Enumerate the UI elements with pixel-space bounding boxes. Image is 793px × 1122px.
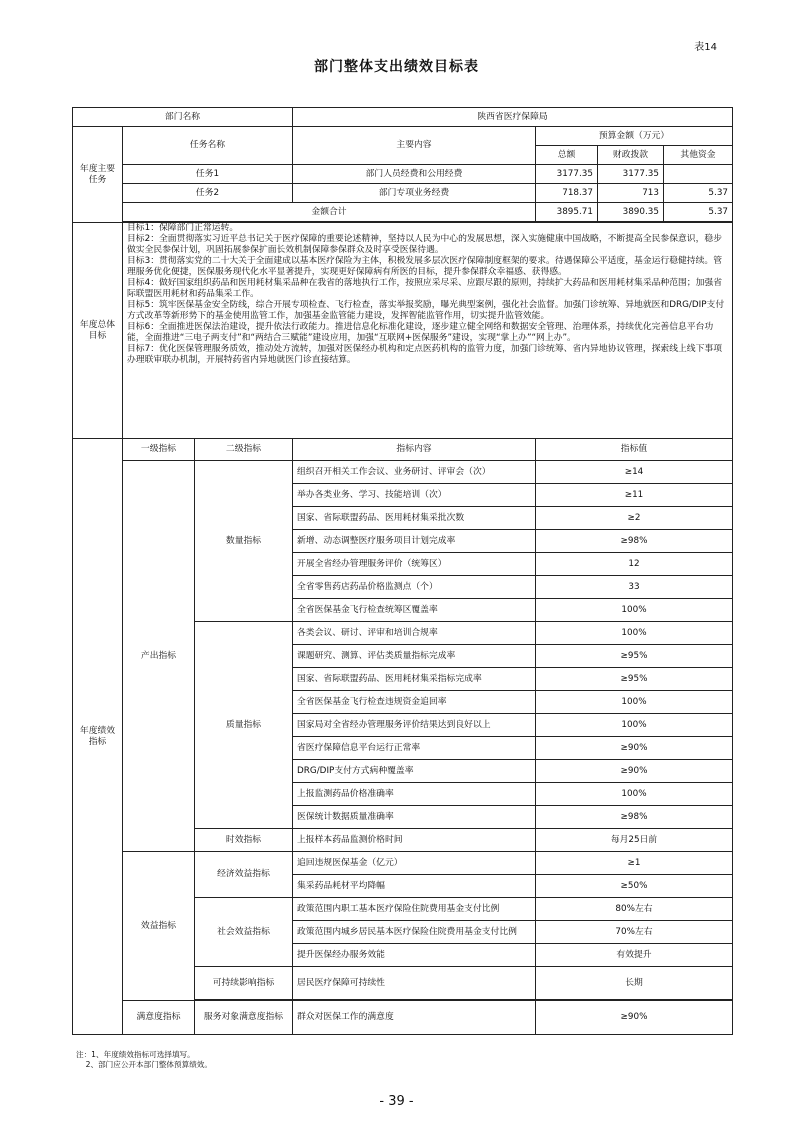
indicator-value: 70%左右	[536, 921, 733, 944]
indicator-content: 群众对医保工作的满意度	[293, 1001, 536, 1035]
task-col-name: 任务名称	[123, 127, 293, 165]
indicator-value: ≥98%	[536, 530, 733, 553]
indicator-row	[73, 461, 733, 484]
task-row	[73, 165, 733, 184]
task-fiscal: 713	[598, 184, 664, 203]
indicator-row	[73, 1001, 733, 1035]
indicator-section-label: 年度绩效指标	[73, 439, 123, 1035]
indicator-col-lv2: 二级指标	[195, 439, 293, 461]
indicator-lv2: 社会效益指标	[195, 898, 293, 967]
task-col-fiscal: 财政拨款	[598, 146, 664, 165]
indicator-lv2: 经济效益指标	[195, 852, 293, 898]
task-other	[664, 165, 733, 184]
task-content: 部门人员经费和公用经费	[293, 165, 536, 184]
indicator-value: 100%	[536, 714, 733, 737]
task-total: 3177.35	[536, 165, 598, 184]
task-sum-row	[73, 203, 733, 222]
indicator-col-content: 指标内容	[293, 439, 536, 461]
indicator-content: 组织召开相关工作会议、业务研讨、评审会（次）	[293, 461, 536, 484]
indicator-content: DRG/DIP支付方式病种覆盖率	[293, 760, 536, 783]
indicator-content: 国家、省际联盟药品、医用耗材集采指标完成率	[293, 668, 536, 691]
goal-item: 目标6：全面推进医保法治建设，提升依法行政能力。推进信息化标准化建设，逐步建立健全网络和数据安全管理、治理体系，持续优化完善信息平台功能，全面推进“三电子两支付”和“两结合三赋能”建设应用，加强“互联网+医保服务”建设，实现“掌上办”“网上办”。	[127, 322, 714, 343]
indicator-value: ≥2	[536, 507, 733, 530]
dept-value: 陕西省医疗保障局	[293, 108, 733, 127]
indicator-row	[73, 852, 733, 875]
indicator-lv1: 满意度指标	[123, 1001, 195, 1035]
task-col-other: 其他资金	[664, 146, 733, 165]
indicator-lv2: 时效指标	[195, 829, 293, 852]
indicator-value: 每月25日前	[536, 829, 733, 852]
indicator-content: 医保统计数据质量准确率	[293, 806, 536, 829]
indicator-content: 新增、动态调整医疗服务项目计划完成率	[293, 530, 536, 553]
dept-row	[73, 108, 733, 127]
indicator-value: 有效提升	[536, 944, 733, 967]
indicator-lv2: 数量指标	[195, 461, 293, 622]
goals-section-label: 年度总体目标	[73, 223, 123, 439]
indicator-col-value: 指标值	[536, 439, 733, 461]
indicator-lv1: 效益指标	[123, 852, 195, 1001]
indicator-value: ≥90%	[536, 760, 733, 783]
indicator-content: 全省零售药店药品价格监测点（个）	[293, 576, 536, 599]
task-name: 任务1	[123, 165, 293, 184]
indicator-value: 80%左右	[536, 898, 733, 921]
indicator-content: 省医疗保障信息平台运行正常率	[293, 737, 536, 760]
indicator-value: ≥90%	[536, 1001, 733, 1035]
indicator-value: ≥1	[536, 852, 733, 875]
task-sum-other: 5.37	[664, 203, 733, 222]
task-section-label: 年度主要任务	[73, 127, 123, 223]
task-col-budget: 预算金额（万元）	[536, 127, 733, 146]
task-other: 5.37	[664, 184, 733, 203]
task-name: 任务2	[123, 184, 293, 203]
task-sum-fiscal: 3890.35	[598, 203, 664, 222]
indicator-value: 长期	[536, 967, 733, 1000]
goal-item: 目标3：贯彻落实党的二十大关于全面建成以基本医疗保险为主体，积极发展多层次医疗保障制度框架的要求。待遇保障公平适度，基金运行稳健持续。管理服务优化便捷，医保服务现代化水平显著提升，实现更好保障病有所医的目标，提升参保群众幸福感、获得感。	[127, 256, 722, 277]
indicator-value: ≥14	[536, 461, 733, 484]
goals-text	[123, 223, 733, 439]
indicator-value: ≥11	[536, 484, 733, 507]
indicator-value: ≥98%	[536, 806, 733, 829]
performance-table	[72, 107, 733, 1035]
page-number: - 39 -	[379, 1094, 414, 1109]
task-col-content: 主要内容	[293, 127, 536, 165]
indicator-content: 开展全省经办管理服务评价（统筹区）	[293, 553, 536, 576]
dept-label: 部门名称	[73, 108, 293, 127]
task-header-row	[73, 127, 733, 146]
indicator-value: 33	[536, 576, 733, 599]
goal-item: 目标2：全面贯彻落实习近平总书记关于医疗保障的重要论述精神，坚持以人民为中心的发展思想，深入实施健康中国战略，不断提高全民参保意识，稳步做实全民参保计划，巩固拓展参保扩面长效机制保障参保群众及时享受医保待遇。	[127, 234, 722, 255]
indicator-value: 100%	[536, 599, 733, 622]
goal-item: 目标5：筑牢医保基金安全防线，综合开展专项检查、飞行检查，落实举报奖励，曝光典型案例，强化社会监督。加强门诊统筹、异地就医和DRG/DIP支付方式改革等新形势下的基金使用监管工作，加强基金监管能力建设，发挥智能监管作用，切实提升监管效能。	[127, 300, 725, 321]
indicator-content: 政策范围内职工基本医疗保险住院费用基金支付比例	[293, 898, 536, 921]
form-tag: 表14	[694, 42, 717, 53]
indicator-content: 集采药品耗材平均降幅	[293, 875, 536, 898]
indicator-col-lv1: 一级指标	[123, 439, 195, 461]
indicator-value: 12	[536, 553, 733, 576]
indicator-content: 课题研究、测算、评估类质量指标完成率	[293, 645, 536, 668]
indicator-value: ≥50%	[536, 875, 733, 898]
indicator-content: 居民医疗保障可持续性	[293, 967, 536, 1000]
indicator-value: ≥90%	[536, 737, 733, 760]
indicator-content: 举办各类业务、学习、技能培训（次）	[293, 484, 536, 507]
task-total: 718.37	[536, 184, 598, 203]
indicator-content: 国家、省际联盟药品、医用耗材集采批次数	[293, 507, 536, 530]
indicator-content: 全省医保基金飞行检查违规资金追回率	[293, 691, 536, 714]
indicator-lv1: 产出指标	[123, 461, 195, 852]
indicator-content: 上报样本药品监测价格时间	[293, 829, 536, 852]
indicator-lv2: 可持续影响指标	[195, 967, 293, 1000]
task-sum-total: 3895.71	[536, 203, 598, 222]
footnote: 注：1、年度绩效指标可选择填写。	[76, 1050, 195, 1059]
indicator-lv2: 服务对象满意度指标	[195, 1001, 293, 1035]
indicator-content: 各类会议、研讨、评审和培训合规率	[293, 622, 536, 645]
indicator-value: ≥95%	[536, 645, 733, 668]
indicator-header-row	[73, 439, 733, 461]
indicator-value: ≥95%	[536, 668, 733, 691]
indicator-value: 100%	[536, 622, 733, 645]
page-title: 部门整体支出绩效目标表	[314, 59, 479, 75]
indicator-content: 全省医保基金飞行检查统筹区覆盖率	[293, 599, 536, 622]
task-content: 部门专项业务经费	[293, 184, 536, 203]
footnote: 2、部门应公开本部门整体预算绩效。	[76, 1060, 212, 1069]
indicator-content: 国家局对全省经办管理服务评价结果达到良好以上	[293, 714, 536, 737]
goals-row	[73, 223, 733, 439]
task-col-total: 总额	[536, 146, 598, 165]
indicator-content: 政策范围内城乡居民基本医疗保险住院费用基金支付比例	[293, 921, 536, 944]
task-sum-label: 金额合计	[123, 203, 536, 222]
indicator-content: 上报监测药品价格准确率	[293, 783, 536, 806]
indicator-value: 100%	[536, 783, 733, 806]
goal-item: 目标4：做好国家组织药品和医用耗材集采品种在我省的落地执行工作，按照应采尽采、应跟尽跟的原则，持续扩大药品和医用耗材集采品种范围；加强省际联盟医用耗材和药品集采工作。	[127, 278, 722, 299]
indicator-content: 追回违规医保基金（亿元）	[293, 852, 536, 875]
goal-item: 目标7：优化医保管理服务质效，推动处方流转，加强对医保经办机构和定点医药机构的监管力度，加强门诊统筹、省内异地协议管理，探索线上线下事项办理联审联办机制，开展特药省内异地就医门诊直接结算。	[127, 344, 722, 365]
indicator-value: 100%	[536, 691, 733, 714]
task-row	[73, 184, 733, 203]
footnotes	[76, 1050, 212, 1070]
goal-item: 目标1：保障部门正常运转。	[127, 223, 239, 233]
task-fiscal: 3177.35	[598, 165, 664, 184]
indicator-lv2: 质量指标	[195, 622, 293, 829]
indicator-content: 提升医保经办服务效能	[293, 944, 536, 967]
